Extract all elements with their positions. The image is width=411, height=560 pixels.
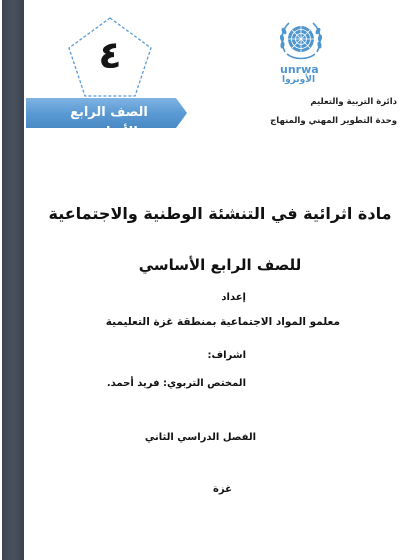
prepared-label: إعداد	[221, 292, 246, 303]
document-title: مادة اثرائية في التنشئة الوطنية والاجتماعية	[48, 204, 392, 223]
grade-number: ٤	[98, 33, 122, 77]
supervision-label: اشراف:	[207, 350, 246, 361]
un-emblem-icon	[278, 18, 324, 64]
document-subtitle: للصف الرابع الأساسي	[138, 256, 302, 274]
department-name: دائرة التربية والتعليم	[310, 97, 397, 107]
grade-ribbon-label: الصف الرابع الأساسي	[70, 105, 148, 140]
grade-ribbon	[26, 96, 188, 140]
grade-pentagon	[66, 16, 154, 100]
unrwa-logo-text: unrwa	[280, 63, 319, 76]
supervisor-name: المختص التربوي: فريد أحمد.	[106, 378, 246, 389]
side-bar	[2, 0, 24, 560]
unit-name: وحدة التطوير المهني والمنهاج	[270, 116, 397, 126]
unrwa-logo-arabic: الأونروا	[282, 75, 316, 85]
semester: الفصل الدراسي الثاني	[144, 432, 256, 443]
city: غزة	[213, 484, 232, 495]
prepared-by: معلمو المواد الاجتماعية بمنطقة غزة التعليمية	[105, 316, 340, 328]
